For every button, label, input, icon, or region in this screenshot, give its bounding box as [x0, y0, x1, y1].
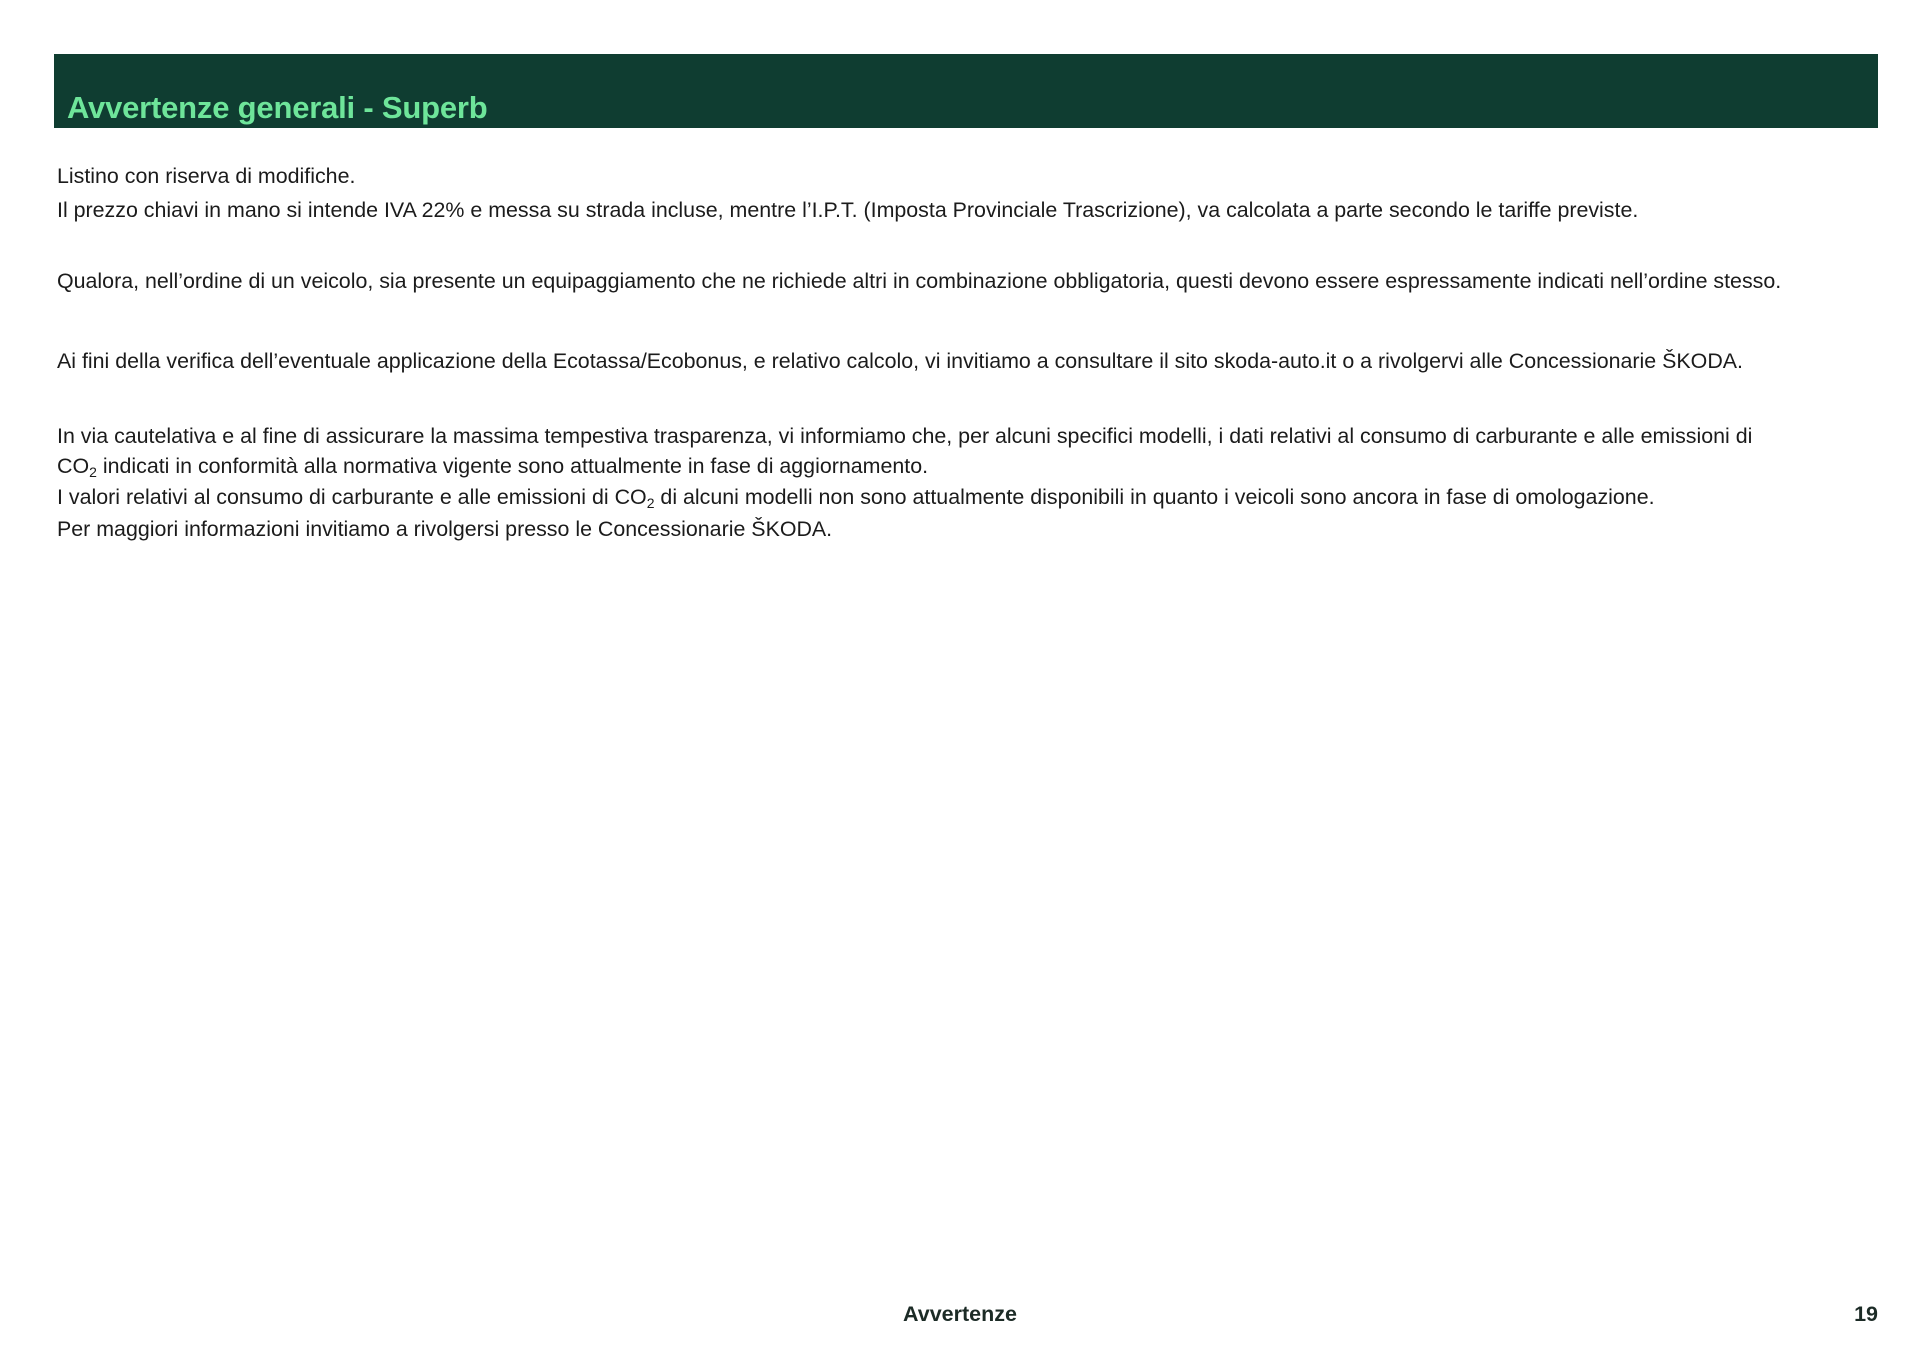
footer-section-label: Avvertenze — [903, 1302, 1017, 1326]
page-number: 19 — [1854, 1302, 1878, 1326]
paragraph-mandatory-equipment: Qualora, nell’ordine di un veicolo, sia presente un equipaggiamento che ne richiede altri in combinazione obbligatoria, questi devono essere espressamente indicati nell’ordine stesso. — [57, 269, 1782, 293]
paragraph-emissions-unavailable — [57, 485, 1655, 511]
emissions-unavailable-text-a: I valori relativi al consumo di carburante e alle emissioni di CO — [57, 485, 647, 509]
paragraph-emissions-intro: In via cautelativa e al fine di assicurare la massima tempestiva trasparenza, vi informiamo che, per alcuni specifici modelli, i dati relativi al consumo di carburante e alle emissioni di — [57, 424, 1753, 448]
emissions-unavailable-text-b: di alcuni modelli non sono attualmente disponibili in quanto i veicoli sono ancora in fase di omologazione. — [654, 485, 1655, 509]
emissions-update-text: indicati in conformità alla normativa vigente sono attualmente in fase di aggiornamento. — [96, 454, 929, 478]
paragraph-emissions-update — [57, 454, 929, 480]
paragraph-ecotax: Ai fini della verifica dell’eventuale applicazione della Ecotassa/Ecobonus, e relativo calcolo, vi invitiamo a consultare il sito skoda-auto.it o a rivolgervi alle Concessionarie ŠKODA. — [57, 349, 1743, 373]
co2-subscript-2: 2 — [646, 495, 655, 511]
co2-subscript: 2 — [89, 464, 97, 480]
paragraph-more-info: Per maggiori informazioni invitiamo a rivolgersi presso le Concessionarie ŠKODA. — [57, 517, 833, 541]
paragraph-price-list-note: Listino con riserva di modifiche. — [57, 164, 356, 188]
page-title: Avvertenze generali - Superb — [67, 90, 488, 125]
section-header-bar — [54, 54, 1878, 128]
co2-text: CO — [57, 454, 90, 478]
paragraph-price-terms: Il prezzo chiavi in mano si intende IVA 22% e messa su strada incluse, mentre l’I.P.T. (Imposta Provinciale Trascrizione), va calcolata a parte secondo le tariffe previste. — [57, 198, 1639, 222]
